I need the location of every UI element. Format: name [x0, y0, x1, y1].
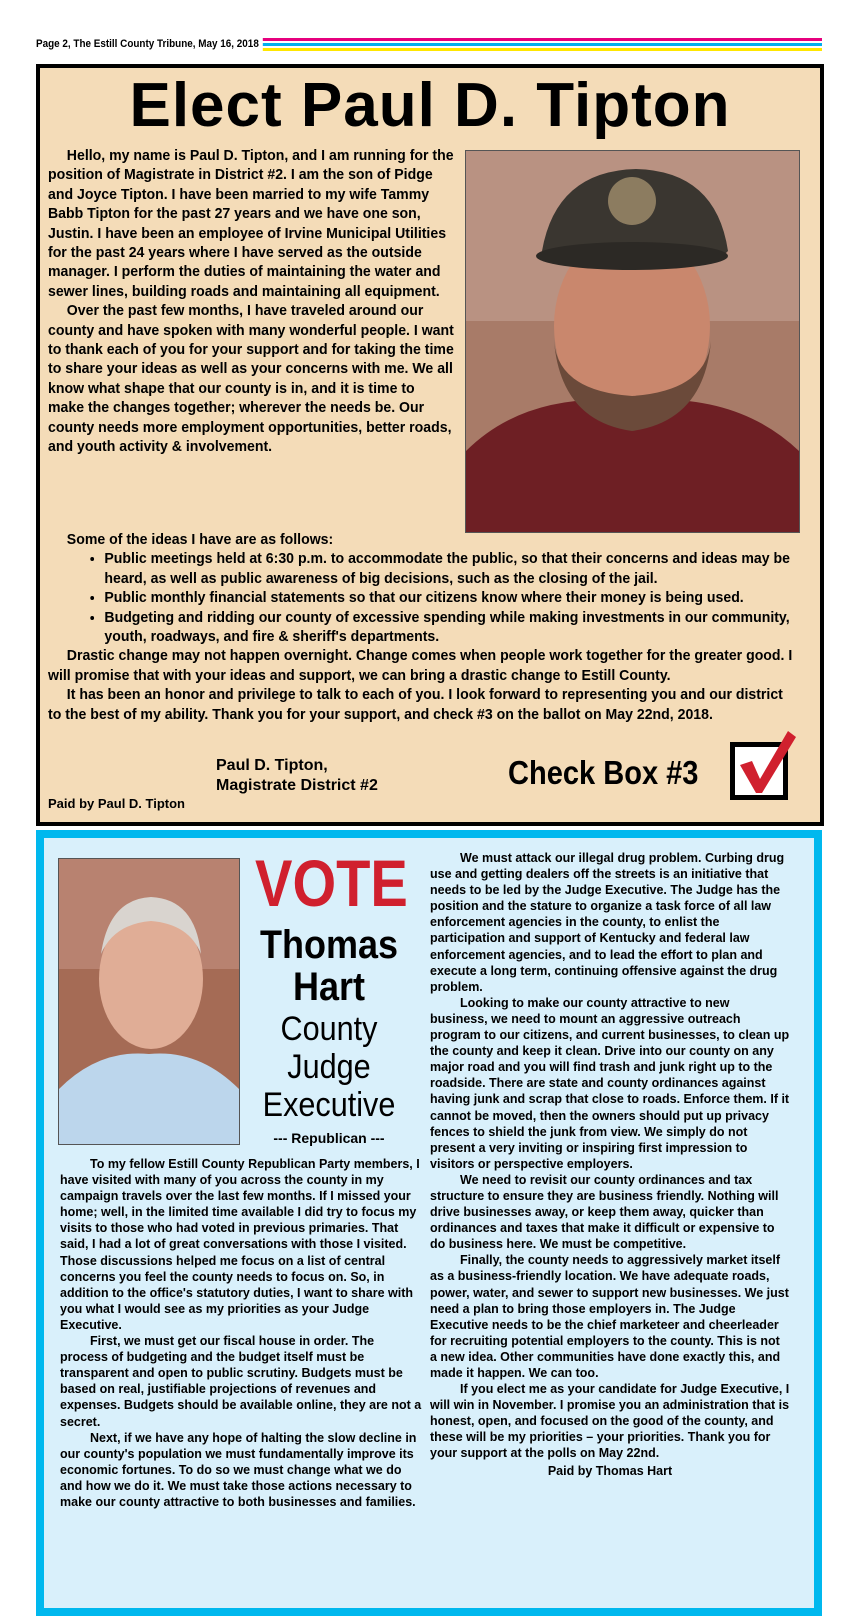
hart-photo: [58, 858, 240, 1145]
role-line: Executive: [262, 1086, 396, 1124]
tipton-signature: [216, 756, 378, 796]
vote-heading: VOTE: [255, 846, 408, 920]
name-line: Hart: [292, 965, 366, 1009]
tipton-ideas-intro: Some of the ideas I have are as follows:: [66, 531, 334, 548]
check-box-label: Check Box #3: [508, 754, 699, 791]
signature-name: Paul D. Tipton,: [216, 757, 328, 774]
name-line: Thomas: [259, 923, 399, 967]
hart-paragraph: Finally, the county needs to aggressively market itself as a business-friendly location. We have adequate roads, power, water, and sewer to support new businesses. We just need a plan to bring those employers in. The Judge Executive needs to be the chief marketeer and cheerleader for recruiting potential employers to the county. This is not a new idea. Other communities have done exactly this, and made it happen. We can too.: [430, 1253, 789, 1380]
hart-paragraph: We need to revisit our county ordinances and tax structure to ensure they are business friendly. Nothing will drive businesses away, or keep them away, quicker than ordinances and taxes that make it difficult or expensive to do business here. We must be competitive.: [430, 1172, 779, 1252]
hart-paragraph: If you elect me as your candidate for Judge Executive, I will win in November. I promise you an administration that is honest, open, and focused on the good of the county, and these will be my priorities – your priorities. Thank you for your support at the polls on May 22nd.: [430, 1382, 790, 1461]
hart-paragraph: First, we must get our fiscal house in order. The process of budgeting and the budget itself must be transparent and open to public scrutiny. Budgets must be based on real, justifiable projections of revenues and expenses. Budgets should be available online, they are not a secret.: [60, 1334, 422, 1429]
tipton-ideas-text: [48, 530, 800, 724]
tipton-ad: [36, 64, 824, 826]
hart-ad: [36, 830, 822, 1616]
tipton-intro-text: [48, 146, 454, 457]
hart-paragraph: Next, if we have any hope of halting the slow decline in our county's population we must fundamentally improve its economic fortunes. To do so we must change what we do and how we do it. We must take those actions necessary to make our county attractive to both businesses and families.: [60, 1430, 417, 1509]
candidate-role: [244, 1010, 415, 1124]
tipton-title: Elect Paul D. Tipton: [129, 71, 731, 140]
hart-right-column: [430, 850, 790, 1479]
list-item: • Public monthly financial statements so that our citizens know where their money is being used.: [104, 588, 800, 607]
list-item: • Budgeting and ridding our county of excessive spending while making investments in our community, youth, roadways, and fire & sheriff's departments.: [104, 608, 800, 647]
hart-paragraph: To my fellow Estill County Republican Party members, I have visited with many of you across the county in my campaign travels over the last few months. If I missed your home; well, in the limited time available I did try to focus my visits to those who had voted in previous primaries. That said, I had a lot of great conversations with those I visited. Those discussions helped me focus on a list of central concerns you feel the county needs to focus on. So, in addition to the office's statutory duties, I want to share with you what I would see as my priorities as your Judge Executive.: [60, 1157, 420, 1332]
hart-paragraph: Looking to make our county attractive to new business, we need to mount an aggressive outreach program to our citizens, and current businesses, to clean up the county and keep it clean. Drive into our county on any major road and you will find trash and junk right up to the roadside. There are state and county ordinances against having junk and scrap that close to roads. Enforce them. If it cannot be moved, then the owners should put up privacy fences to shield the junk from view. We simply do not present a very inviting or inspiring first impression to visitors or perspective employers.: [430, 995, 790, 1171]
role-line: County: [280, 1010, 378, 1048]
tipton-ideas-list: [48, 549, 800, 646]
checkbox-icon: [730, 742, 788, 800]
page-header-text: Page 2, The Estill County Tribune, May 16, 2018: [36, 38, 262, 51]
candidate-name: [251, 924, 408, 1008]
tipton-photo: [465, 150, 800, 533]
tipton-paragraph: Over the past few months, I have traveled around our county and have spoken with many wonderful people. I want to thank each of you for your support and for taking the time to share your ideas as well as your concerns with me. We all know what shape that our county is in, and it is time to make the changes together; wherever the needs be. Our county needs more employment opportunities, better roads, and youth activity & involvement.: [48, 302, 454, 456]
role-line: Judge: [287, 1048, 371, 1086]
tipton-paragraph: It has been an honor and privilege to talk to each of you. I look forward to representing you and our district to the best of my ability. Thank you for your support, and check #3 on the ballot on May 22nd, 2018.: [48, 686, 783, 723]
signature-title: Magistrate District #2: [216, 777, 378, 794]
tipton-paragraph: Drastic change may not happen overnight. Change comes when people work together for the greater good. I will promise that with your ideas and support, we can bring a drastic change to Estill County.: [48, 647, 793, 684]
party-label: --- Republican ---: [273, 1130, 385, 1146]
hart-paid-by: Paid by Thomas Hart: [547, 1463, 673, 1478]
hart-paragraph: We must attack our illegal drug problem. Curbing drug use and getting dealers off the streets is an initiative that needs to be led by the Judge Executive. The Judge has the position and the stature to organize a task force of all law enforcement agencies in the county, to enlist the participation and support of Kentucky and federal law enforcement agencies, and to lead the effort to plan and execute a long term, continuing offensive against the drug problem.: [430, 851, 785, 994]
hart-left-column: [60, 1156, 422, 1510]
tipton-paid-by: Paid by Paul D. Tipton: [48, 796, 185, 811]
tipton-paragraph: Hello, my name is Paul D. Tipton, and I am running for the position of Magistrate in District #2. I am the son of Pidge and Joyce Tipton. I have been married to my wife Tammy Babb Tipton for the past 27 years and we have one son, Justin. I have been an employee of Irvine Municipal Utilities for the past 24 years where I have served as the outside manager. I perform the duties of maintaining the water and sewer lines, building roads and maintaining all equipment.: [48, 147, 454, 300]
list-item: • Public meetings held at 6:30 p.m. to accommodate the public, so that their concerns and ideas may be heard, as well as public awareness of big decisions, such as the closing of the jail.: [104, 549, 800, 588]
